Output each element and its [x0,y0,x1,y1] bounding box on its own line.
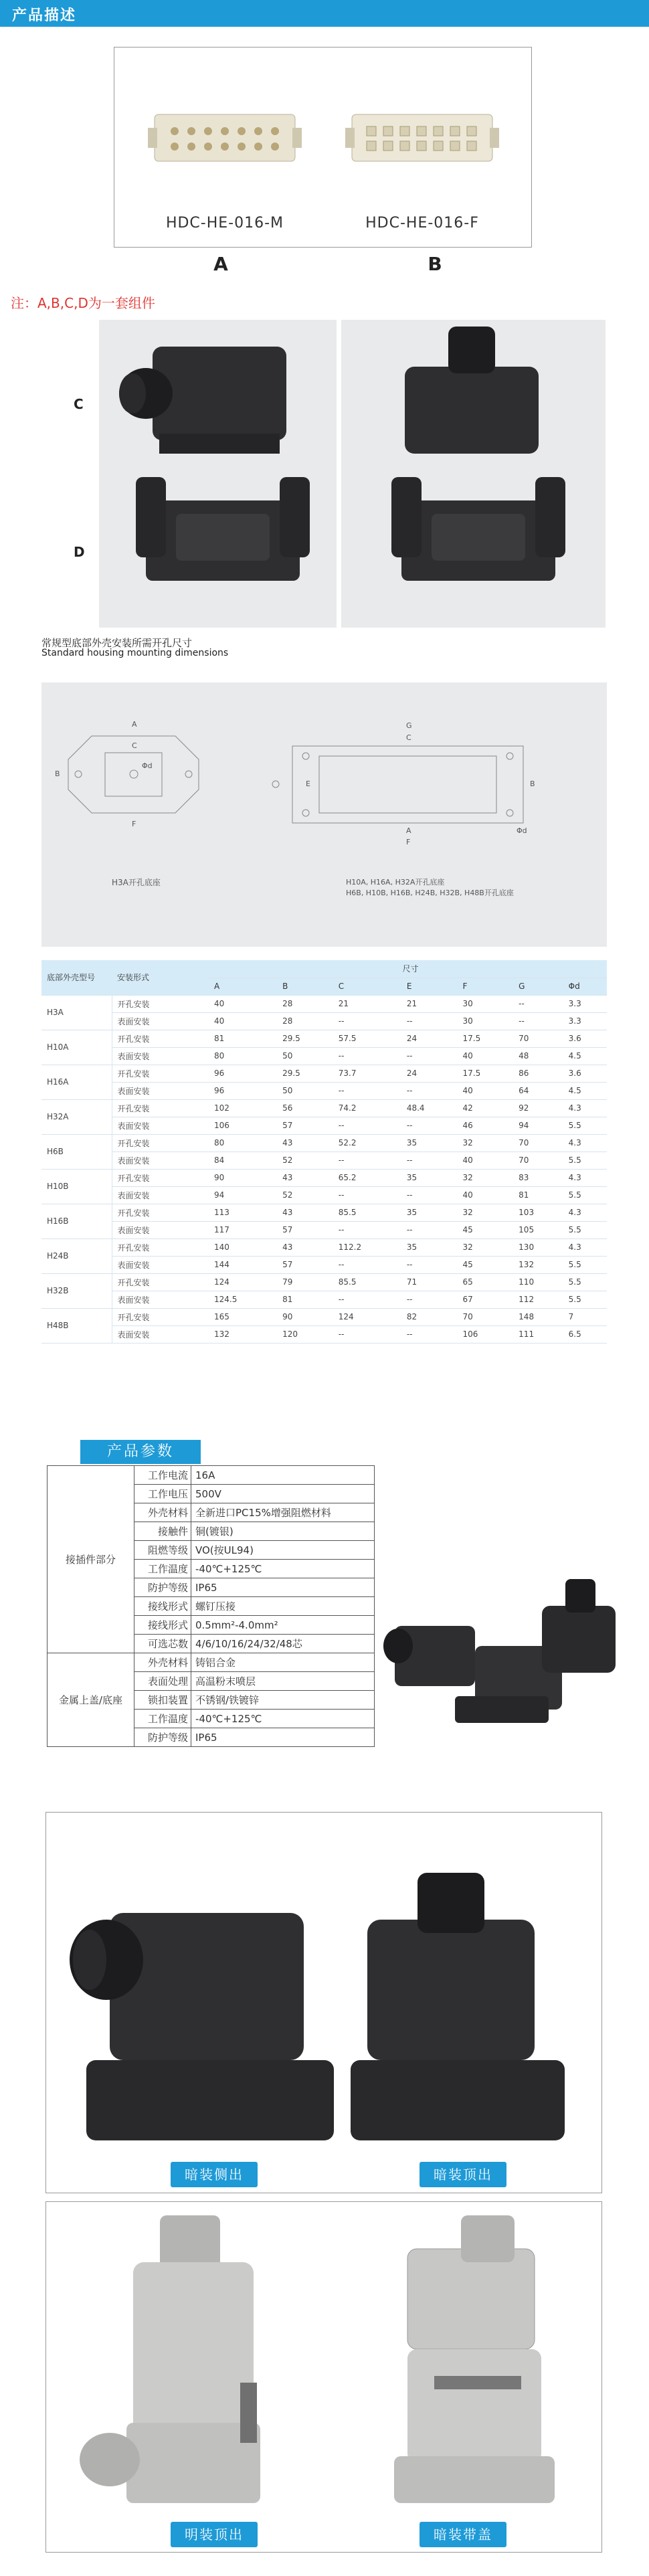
dim-label-phi-left: Φd [142,761,153,770]
dimension-value-cell: 70 [513,1134,563,1152]
dimension-value-cell: 30 [458,995,514,1012]
param-key-cell: 可选芯数 [134,1635,191,1653]
table-row [41,1169,607,1186]
dimension-value-cell: -- [401,1047,458,1065]
install-mode-cell: 表面安装 [112,1221,209,1238]
table-row [41,1221,607,1238]
dimension-value-cell: 110 [513,1273,563,1291]
housing-type-cell: H6B [41,1134,112,1169]
param-value-cell: -40℃+125℃ [191,1560,375,1578]
col-header-size: 尺寸 [209,960,607,978]
dimension-value-cell: 43 [277,1204,333,1221]
dimension-value-cell: 28 [277,995,333,1012]
dimension-value-cell: 81 [513,1186,563,1204]
dimension-value-cell: 112.2 [333,1238,401,1256]
dimension-table [41,960,607,1344]
params-table [47,1465,375,1747]
param-key-cell: 防护等级 [134,1578,191,1597]
table-row [41,1291,607,1308]
install-mode-cell: 开孔安装 [112,1238,209,1256]
table-row [41,1012,607,1030]
dimension-value-cell: 4.3 [563,1169,607,1186]
dimension-value-cell: 80 [209,1134,277,1152]
row-label-d: D [74,544,85,560]
dimension-value-cell: 40 [209,995,277,1012]
dimension-value-cell: 29.5 [277,1065,333,1082]
table-row [41,1204,607,1221]
dimension-value-cell: 5.5 [563,1186,607,1204]
dimension-value-cell: -- [401,1186,458,1204]
dimension-value-cell: 4.3 [563,1134,607,1152]
dimension-value-cell: 57.5 [333,1030,401,1047]
install-mode-cell: 表面安装 [112,1256,209,1273]
h3a-caption: H3A开孔底座 [112,878,161,887]
dimension-value-cell: 90 [277,1308,333,1325]
param-value-cell: 铜(镀银) [191,1522,375,1541]
dimension-value-cell: 57 [277,1256,333,1273]
dimension-value-cell: 48 [513,1047,563,1065]
dimension-value-cell: 83 [513,1169,563,1186]
dimension-value-cell: -- [513,995,563,1012]
housing-type-cell: H16A [41,1065,112,1099]
dimension-value-cell: 111 [513,1325,563,1343]
dimension-value-cell: -- [401,1325,458,1343]
dimension-value-cell: 113 [209,1204,277,1221]
dimension-value-cell: 5.5 [563,1256,607,1273]
dimension-value-cell: 81 [277,1291,333,1308]
install-mode-cell: 表面安装 [112,1047,209,1065]
col-header-dim: A [209,978,277,995]
dimension-value-cell: 5.5 [563,1117,607,1134]
dimension-value-cell: 94 [513,1117,563,1134]
col-header-dim: C [333,978,401,995]
dimension-value-cell: 4.5 [563,1047,607,1065]
param-key-cell: 接线形式 [134,1616,191,1635]
housing-type-cell: H48B [41,1308,112,1343]
dimension-value-cell: 3.6 [563,1030,607,1047]
dimension-value-cell: 5.5 [563,1152,607,1169]
dimension-value-cell: -- [333,1186,401,1204]
light-housing-showcase [45,2201,602,2553]
dimension-value-cell: 65.2 [333,1169,401,1186]
housing-type-cell: H32B [41,1273,112,1308]
housing-photo-right [341,320,606,628]
dimension-value-cell: 45 [458,1256,514,1273]
dim-label-f-left: F [132,820,136,828]
install-mode-cell: 开孔安装 [112,995,209,1012]
dim-label-b-right: B [530,779,535,788]
dimension-value-cell: 32 [458,1169,514,1186]
dimension-value-cell: 3.3 [563,995,607,1012]
dimension-value-cell: -- [333,1325,401,1343]
dimension-value-cell: 32 [458,1204,514,1221]
dimension-value-cell: 105 [513,1221,563,1238]
dimension-value-cell: 96 [209,1082,277,1099]
install-mode-cell: 开孔安装 [112,1134,209,1152]
table-row [41,1152,607,1169]
dim-label-c-left: C [132,741,137,750]
dimension-value-cell: -- [333,1221,401,1238]
dimension-value-cell: 35 [401,1204,458,1221]
dark-right-caption: 暗装顶出 [420,2162,506,2187]
dim-label-c-right: C [406,733,411,742]
param-key-cell: 接线形式 [134,1597,191,1616]
dimension-value-cell: 144 [209,1256,277,1273]
dimension-value-cell: 70 [513,1030,563,1047]
dimension-value-cell: 132 [513,1256,563,1273]
housing-type-cell: H16B [41,1204,112,1238]
dimension-value-cell: 130 [513,1238,563,1256]
dimension-value-cell: -- [333,1047,401,1065]
col-header-dim: Φd [563,978,607,995]
install-mode-cell: 开孔安装 [112,1169,209,1186]
install-mode-cell: 表面安装 [112,1152,209,1169]
table-row [41,1238,607,1256]
dimension-value-cell: 80 [209,1047,277,1065]
param-value-cell: 高温粉末喷层 [191,1672,375,1691]
section-header-band [0,0,649,27]
param-value-cell: 4/6/10/16/24/32/48芯 [191,1635,375,1653]
dimension-value-cell: 140 [209,1238,277,1256]
dimension-value-cell: 84 [209,1152,277,1169]
dark-housing-showcase [45,1812,602,2193]
install-mode-cell: 开孔安装 [112,1065,209,1082]
light-right-caption: 暗装带盖 [420,2522,506,2547]
dimension-value-cell: -- [401,1256,458,1273]
table-row [41,1273,607,1291]
dim-label-phi-right: Φd [517,826,527,835]
dimension-value-cell: 57 [277,1117,333,1134]
param-key-cell: 工作温度 [134,1560,191,1578]
dimension-value-cell: -- [401,1082,458,1099]
dimension-value-cell: 73.7 [333,1065,401,1082]
label-a: A [213,253,228,275]
param-group-cell: 接插件部分 [48,1466,134,1653]
dimension-value-cell: 112 [513,1291,563,1308]
dimension-value-cell: 67 [458,1291,514,1308]
param-value-cell: -40℃+125℃ [191,1710,375,1728]
dimension-value-cell: -- [401,1117,458,1134]
dimension-value-cell: 106 [458,1325,514,1343]
dimension-value-cell: 90 [209,1169,277,1186]
param-group-cell: 金属上盖/底座 [48,1653,134,1747]
dimension-value-cell: -- [333,1256,401,1273]
dimension-value-cell: -- [401,1152,458,1169]
dark-left-caption: 暗装侧出 [171,2162,258,2187]
dimension-value-cell: 40 [458,1047,514,1065]
param-key-cell: 防护等级 [134,1728,191,1747]
dimension-value-cell: 43 [277,1169,333,1186]
table-row [41,1256,607,1273]
dim-label-a-left: A [132,720,137,729]
dim-label-g-right: G [406,721,412,730]
dim-label-e-right: E [306,779,310,788]
install-mode-cell: 开孔安装 [112,1308,209,1325]
dimension-value-cell: 102 [209,1099,277,1117]
dimension-value-cell: 4.3 [563,1238,607,1256]
install-mode-cell: 开孔安装 [112,1273,209,1291]
dim-label-a-right: A [406,826,411,835]
table-row [41,995,607,1012]
param-value-cell: 16A [191,1466,375,1485]
hxx-caption-2: H6B, H10B, H16B, H24B, H32B, H48B开孔底座 [346,889,514,897]
dimension-value-cell: 32 [458,1238,514,1256]
dimension-value-cell: 71 [401,1273,458,1291]
dimension-value-cell: 29.5 [277,1030,333,1047]
col-header-type: 底部外壳型号 [41,960,112,995]
component-note: 注：A,B,C,D为一套组件 [11,295,155,311]
dimension-value-cell: -- [333,1152,401,1169]
dimension-value-cell: -- [401,1291,458,1308]
dimension-value-cell: 21 [401,995,458,1012]
param-key-cell: 工作电压 [134,1485,191,1503]
param-value-cell: IP65 [191,1578,375,1597]
table-row [41,1030,607,1047]
dimension-value-cell: 148 [513,1308,563,1325]
dimension-value-cell: -- [513,1012,563,1030]
dimension-value-cell: 120 [277,1325,333,1343]
table-row [48,1653,375,1672]
male-insert-image [148,101,302,175]
param-key-cell: 工作温度 [134,1710,191,1728]
dimension-value-cell: 85.5 [333,1204,401,1221]
dimension-value-cell: 24 [401,1030,458,1047]
insert-image-box [114,47,532,248]
dimension-value-cell: 43 [277,1238,333,1256]
param-value-cell: 全新进口PC15%增强阻燃材料 [191,1503,375,1522]
dimension-value-cell: 86 [513,1065,563,1082]
dimension-value-cell: 132 [209,1325,277,1343]
dimension-value-cell: 45 [458,1221,514,1238]
row-label-c: C [74,396,84,412]
col-header-dim: G [513,978,563,995]
dimension-value-cell: 46 [458,1117,514,1134]
param-key-cell: 锁扣装置 [134,1691,191,1710]
dimension-value-cell: 82 [401,1308,458,1325]
dimension-value-cell: 124.5 [209,1291,277,1308]
dimension-value-cell: 124 [333,1308,401,1325]
table-row [41,1099,607,1117]
mounting-drawings-panel [41,682,607,947]
dimension-value-cell: -- [401,1012,458,1030]
install-mode-cell: 表面安装 [112,1117,209,1134]
dimension-value-cell: 5.5 [563,1291,607,1308]
table-row [41,1065,607,1082]
dimension-value-cell: 35 [401,1238,458,1256]
table-row [41,1186,607,1204]
param-key-cell: 外壳材料 [134,1503,191,1522]
female-insert-image [345,101,499,175]
table-row [41,1308,607,1325]
dimension-value-cell: 70 [458,1308,514,1325]
dim-label-b-left: B [55,769,60,778]
dimension-value-cell: 35 [401,1169,458,1186]
dimension-value-cell: 64 [513,1082,563,1099]
dimension-value-cell: 6.5 [563,1325,607,1343]
param-value-cell: VO(按UL94) [191,1541,375,1560]
dimension-value-cell: 50 [277,1047,333,1065]
dimension-value-cell: 96 [209,1065,277,1082]
table-row [41,1047,607,1065]
table-row [41,1134,607,1152]
housing-type-cell: H10A [41,1030,112,1065]
dimension-value-cell: 85.5 [333,1273,401,1291]
dimension-value-cell: 106 [209,1117,277,1134]
table-row [41,1082,607,1099]
dimension-value-cell: 81 [209,1030,277,1047]
install-mode-cell: 表面安装 [112,1186,209,1204]
param-key-cell: 外壳材料 [134,1653,191,1672]
dimension-value-cell: 24 [401,1065,458,1082]
dimension-value-cell: 52.2 [333,1134,401,1152]
dimension-value-cell: 57 [277,1221,333,1238]
housing-photo-left [99,320,337,628]
male-insert-label: HDC-HE-016-M [165,215,284,232]
dimension-value-cell: 42 [458,1099,514,1117]
dimension-value-cell: 65 [458,1273,514,1291]
dimension-value-cell: 4.3 [563,1099,607,1117]
dimension-value-cell: 94 [209,1186,277,1204]
dimension-value-cell: 7 [563,1308,607,1325]
dimension-value-cell: 40 [458,1082,514,1099]
dimension-value-cell: 79 [277,1273,333,1291]
dimension-value-cell: 48.4 [401,1099,458,1117]
housing-type-cell: H32A [41,1099,112,1134]
dimension-value-cell: 4.5 [563,1082,607,1099]
dimension-value-cell: 70 [513,1152,563,1169]
dimension-value-cell: 5.5 [563,1221,607,1238]
dimension-value-cell: 3.6 [563,1065,607,1082]
dimension-value-cell: 43 [277,1134,333,1152]
table-row [41,1325,607,1343]
dim-label-f-right: F [406,838,411,846]
dimension-value-cell: 165 [209,1308,277,1325]
param-value-cell: IP65 [191,1728,375,1747]
dimension-value-cell: 103 [513,1204,563,1221]
install-mode-cell: 表面安装 [112,1012,209,1030]
col-header-install: 安装形式 [112,960,209,995]
param-key-cell: 工作电流 [134,1466,191,1485]
dimension-value-cell: -- [401,1221,458,1238]
dimension-value-cell: -- [333,1012,401,1030]
housing-type-cell: H3A [41,995,112,1030]
col-header-dim: B [277,978,333,995]
param-value-cell: 螺钉压接 [191,1597,375,1616]
dimension-value-cell: 3.3 [563,1012,607,1030]
param-key-cell: 阻燃等级 [134,1541,191,1560]
param-value-cell: 铸铝合金 [191,1653,375,1672]
dimension-value-cell: 28 [277,1012,333,1030]
param-value-cell: 500V [191,1485,375,1503]
dimension-value-cell: -- [333,1117,401,1134]
dimension-value-cell: 40 [458,1186,514,1204]
install-mode-cell: 开孔安装 [112,1204,209,1221]
param-key-cell: 表面处理 [134,1672,191,1691]
hxx-caption-1: H10A, H16A, H32A开孔底座 [346,878,445,887]
dimension-value-cell: 17.5 [458,1030,514,1047]
install-mode-cell: 开孔安装 [112,1030,209,1047]
dimension-value-cell: 21 [333,995,401,1012]
col-header-dim: F [458,978,514,995]
dimension-value-cell: 52 [277,1186,333,1204]
params-product-image [381,1579,636,1733]
dimension-value-cell: 32 [458,1134,514,1152]
dimension-value-cell: 4.3 [563,1204,607,1221]
light-left-caption: 明装顶出 [171,2522,258,2547]
dimension-value-cell: 5.5 [563,1273,607,1291]
label-b: B [428,253,442,275]
dimension-value-cell: 17.5 [458,1065,514,1082]
install-mode-cell: 开孔安装 [112,1099,209,1117]
table-row [41,1117,607,1134]
install-mode-cell: 表面安装 [112,1325,209,1343]
housing-type-cell: H10B [41,1169,112,1204]
dimension-value-cell: 40 [458,1152,514,1169]
section-title: 产品描述 [12,7,77,24]
install-mode-cell: 表面安装 [112,1291,209,1308]
param-value-cell: 0.5mm²-4.0mm² [191,1616,375,1635]
dimension-value-cell: 124 [209,1273,277,1291]
mounting-title-cn: 常规型底部外壳安装所需开孔尺寸 [41,637,193,649]
dimension-value-cell: 56 [277,1099,333,1117]
param-key-cell: 接触件 [134,1522,191,1541]
dimension-value-cell: -- [333,1291,401,1308]
dimension-value-cell: 92 [513,1099,563,1117]
housing-type-cell: H24B [41,1238,112,1273]
table-row [48,1466,375,1485]
dimension-value-cell: 52 [277,1152,333,1169]
dimension-value-cell: -- [333,1082,401,1099]
dimension-value-cell: 40 [209,1012,277,1030]
dimension-value-cell: 30 [458,1012,514,1030]
param-value-cell: 不锈钢/铁镀锌 [191,1691,375,1710]
dimension-value-cell: 50 [277,1082,333,1099]
col-header-dim: E [401,978,458,995]
mounting-title-en: Standard housing mounting dimensions [41,648,229,658]
female-insert-label: HDC-HE-016-F [365,215,479,232]
install-mode-cell: 表面安装 [112,1082,209,1099]
dimension-value-cell: 35 [401,1134,458,1152]
dimension-value-cell: 74.2 [333,1099,401,1117]
dimension-value-cell: 117 [209,1221,277,1238]
params-tag: 产品参数 [80,1440,201,1464]
